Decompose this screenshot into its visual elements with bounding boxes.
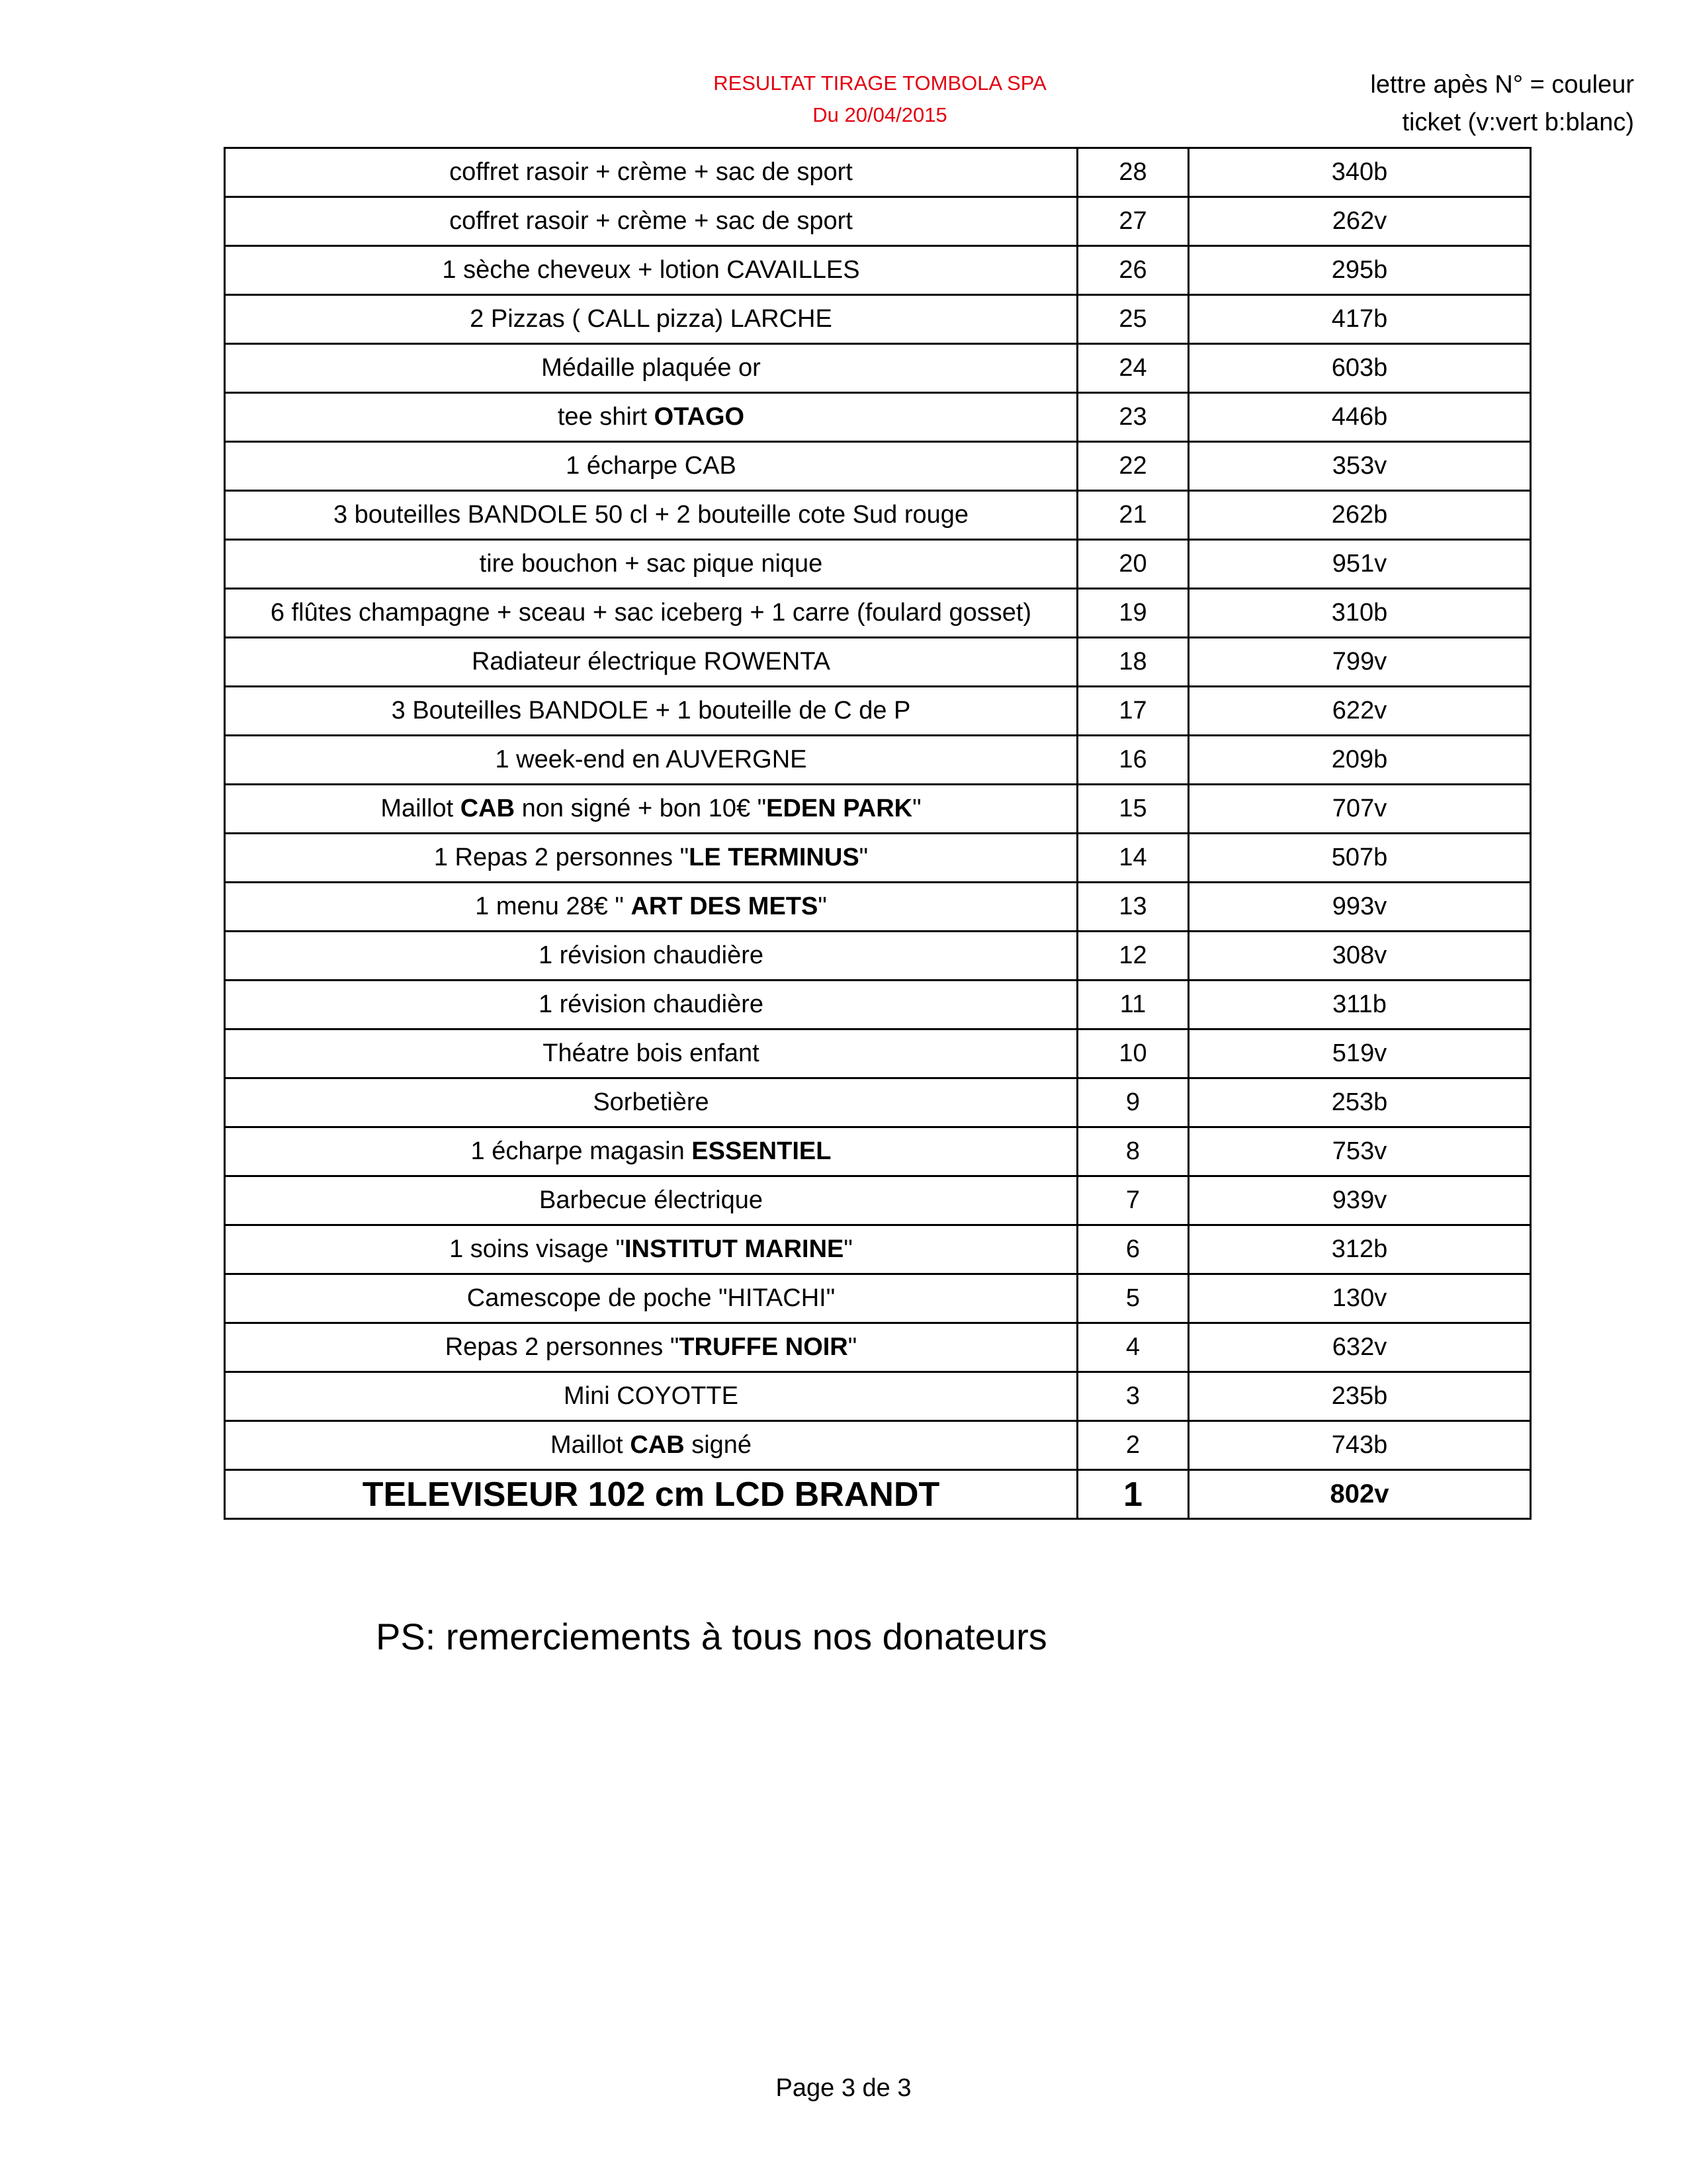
prize-text: 1 menu 28€ ": [475, 893, 631, 920]
prize-text: 3 Bouteilles BANDOLE + 1 bouteille de C de P: [391, 697, 911, 724]
ticket-cell: 622v: [1189, 687, 1531, 736]
rank-cell: 22: [1078, 442, 1189, 491]
rank-cell: 24: [1078, 344, 1189, 393]
prize-cell: [225, 295, 1078, 344]
table-row: [225, 1127, 1531, 1176]
ticket-cell: 353v: [1189, 442, 1531, 491]
ticket-cell: 446b: [1189, 393, 1531, 442]
table-row: [225, 344, 1531, 393]
rank-cell: 17: [1078, 687, 1189, 736]
prize-text: 1 révision chaudière: [538, 941, 764, 969]
prize-cell: [225, 638, 1078, 687]
table-row: [225, 834, 1531, 883]
rank-cell: 19: [1078, 589, 1189, 638]
table-row: [225, 981, 1531, 1029]
prize-text: Repas 2 personnes ": [445, 1333, 679, 1361]
rank-cell: 27: [1078, 197, 1189, 246]
rank-cell: 21: [1078, 491, 1189, 540]
prize-text: 3 bouteilles BANDOLE 50 cl + 2 bouteille cote Sud rouge: [333, 501, 969, 529]
ps-note: PS: remerciements à tous nos donateurs: [376, 1616, 1047, 1657]
ticket-cell: 507b: [1189, 834, 1531, 883]
rank-cell: 12: [1078, 932, 1189, 981]
prize-results-table: [224, 147, 1532, 1520]
ticket-cell: 310b: [1189, 589, 1531, 638]
ticket-cell: 993v: [1189, 883, 1531, 932]
prize-text: Médaille plaquée or: [541, 354, 761, 382]
rank-cell: 28: [1078, 148, 1189, 197]
prize-cell: [225, 687, 1078, 736]
table-row: [225, 589, 1531, 638]
prize-cell: [225, 1078, 1078, 1127]
prize-text: Radiateur électrique ROWENTA: [471, 648, 831, 676]
prize-text: Théatre bois enfant: [542, 1039, 759, 1067]
ticket-cell: 519v: [1189, 1029, 1531, 1078]
table-row: [225, 148, 1531, 197]
ticket-cell: 130v: [1189, 1274, 1531, 1323]
ticket-cell: 939v: [1189, 1176, 1531, 1225]
prize-cell: [225, 148, 1078, 197]
prize-cell: [225, 442, 1078, 491]
table-row: [225, 246, 1531, 295]
ticket-cell: 312b: [1189, 1225, 1531, 1274]
rank-cell: 25: [1078, 295, 1189, 344]
table-row: [225, 1176, 1531, 1225]
prize-cell: [225, 1127, 1078, 1176]
ticket-cell: 707v: [1189, 785, 1531, 834]
ticket-cell: 753v: [1189, 1127, 1531, 1176]
table-row: [225, 1470, 1531, 1519]
prize-cell: [225, 1274, 1078, 1323]
prize-cell: [225, 197, 1078, 246]
ticket-cell: 603b: [1189, 344, 1531, 393]
table-row: [225, 736, 1531, 785]
rank-cell: 15: [1078, 785, 1189, 834]
rank-cell: 4: [1078, 1323, 1189, 1372]
prize-text: 6 flûtes champagne + sceau + sac iceberg + 1 carre (foulard gosset): [270, 599, 1032, 627]
rank-cell: 7: [1078, 1176, 1189, 1225]
prize-text: ": [844, 1235, 853, 1263]
legend-line-1: lettre apès N° = couleur: [1370, 71, 1634, 99]
rank-cell: 23: [1078, 393, 1189, 442]
prize-cell: [225, 540, 1078, 589]
ticket-cell: 743b: [1189, 1421, 1531, 1470]
table-row: [225, 932, 1531, 981]
table-row: [225, 785, 1531, 834]
legend-line-2: ticket (v:vert b:blanc): [1402, 109, 1634, 136]
prize-text: 1 révision chaudière: [538, 990, 764, 1018]
prize-cell: [225, 1029, 1078, 1078]
prize-text: TELEVISEUR 102 cm LCD BRANDT: [362, 1475, 940, 1514]
table-row: [225, 638, 1531, 687]
prize-text: coffret rasoir + crème + sac de sport: [449, 158, 853, 186]
table-row: [225, 1029, 1531, 1078]
prize-text: Maillot: [550, 1431, 630, 1459]
rank-cell: 20: [1078, 540, 1189, 589]
table-row: [225, 442, 1531, 491]
rank-cell: 13: [1078, 883, 1189, 932]
table-row: [225, 1078, 1531, 1127]
prize-text: 1 Repas 2 personnes ": [433, 844, 689, 871]
prize-cell: [225, 491, 1078, 540]
ticket-cell: 262b: [1189, 491, 1531, 540]
prize-text: Sorbetière: [593, 1088, 709, 1116]
prize-text: ": [818, 893, 827, 920]
prize-text: tire bouchon + sac pique nique: [479, 550, 823, 578]
prize-cell: [225, 393, 1078, 442]
ticket-cell: 235b: [1189, 1372, 1531, 1421]
rank-cell: 1: [1078, 1470, 1189, 1519]
prize-text: 1 soins visage ": [449, 1235, 625, 1263]
prize-cell: [225, 344, 1078, 393]
rank-cell: 9: [1078, 1078, 1189, 1127]
prize-text: Camescope de poche "HITACHI": [466, 1284, 836, 1312]
ticket-cell: 632v: [1189, 1323, 1531, 1372]
prize-text: ": [847, 1333, 857, 1361]
prize-cell: [225, 1421, 1078, 1470]
ticket-cell: 802v: [1189, 1470, 1531, 1519]
ticket-cell: 311b: [1189, 981, 1531, 1029]
draw-date: Du 20/04/2015: [812, 103, 947, 126]
table-row: [225, 883, 1531, 932]
prize-text: LE TERMINUS: [689, 844, 859, 871]
table-row: [225, 1225, 1531, 1274]
table-row: [225, 540, 1531, 589]
rank-cell: 6: [1078, 1225, 1189, 1274]
ticket-cell: 262v: [1189, 197, 1531, 246]
prize-text: 1 sèche cheveux + lotion CAVAILLES: [442, 256, 860, 284]
prize-text: ESSENTIEL: [691, 1137, 832, 1165]
table-row: [225, 1372, 1531, 1421]
ticket-cell: 295b: [1189, 246, 1531, 295]
prize-cell: [225, 1176, 1078, 1225]
prize-text: ": [912, 795, 922, 822]
prize-text: non signé + bon 10€ ": [515, 795, 767, 822]
prize-text: Maillot: [380, 795, 460, 822]
rank-cell: 8: [1078, 1127, 1189, 1176]
rank-cell: 16: [1078, 736, 1189, 785]
prize-text: CAB: [630, 1431, 685, 1459]
prize-cell: [225, 736, 1078, 785]
prize-text: Barbecue électrique: [539, 1186, 763, 1214]
table-row: [225, 1274, 1531, 1323]
ticket-cell: 799v: [1189, 638, 1531, 687]
prize-text: CAB: [460, 795, 515, 822]
table-row: [225, 393, 1531, 442]
prize-cell: [225, 932, 1078, 981]
prize-text: OTAGO: [654, 403, 745, 431]
prize-text: TRUFFE NOIR: [679, 1333, 848, 1361]
table-row: [225, 197, 1531, 246]
rank-cell: 2: [1078, 1421, 1189, 1470]
prize-text: EDEN PARK: [766, 795, 913, 822]
prize-text: ": [859, 844, 869, 871]
prize-text: coffret rasoir + crème + sac de sport: [449, 207, 853, 235]
prize-text: 1 week-end en AUVERGNE: [495, 746, 807, 773]
prize-text: INSTITUT MARINE: [624, 1235, 844, 1263]
ticket-cell: 308v: [1189, 932, 1531, 981]
prize-text: 2 Pizzas ( CALL pizza) LARCHE: [470, 305, 832, 333]
table-row: [225, 1421, 1531, 1470]
prize-cell: [225, 1372, 1078, 1421]
ticket-cell: 340b: [1189, 148, 1531, 197]
prize-text: tee shirt: [557, 403, 654, 431]
prize-text: ART DES METS: [630, 893, 818, 920]
rank-cell: 10: [1078, 1029, 1189, 1078]
prize-cell: [225, 785, 1078, 834]
table-row: [225, 1323, 1531, 1372]
prize-cell: [225, 883, 1078, 932]
ticket-cell: 951v: [1189, 540, 1531, 589]
prize-text: signé: [684, 1431, 752, 1459]
document-title: RESULTAT TIRAGE TOMBOLA SPA: [713, 71, 1047, 95]
rank-cell: 18: [1078, 638, 1189, 687]
prize-cell: [225, 1470, 1078, 1519]
rank-cell: 14: [1078, 834, 1189, 883]
prize-text: Mini COYOTTE: [564, 1382, 738, 1410]
ticket-cell: 417b: [1189, 295, 1531, 344]
prize-cell: [225, 1323, 1078, 1372]
table-row: [225, 295, 1531, 344]
prize-text: 1 écharpe magasin: [470, 1137, 692, 1165]
prize-cell: [225, 981, 1078, 1029]
ticket-cell: 253b: [1189, 1078, 1531, 1127]
rank-cell: 11: [1078, 981, 1189, 1029]
table-row: [225, 687, 1531, 736]
rank-cell: 26: [1078, 246, 1189, 295]
prize-cell: [225, 1225, 1078, 1274]
prize-cell: [225, 834, 1078, 883]
prize-text: 1 écharpe CAB: [566, 452, 736, 480]
prize-cell: [225, 589, 1078, 638]
rank-cell: 5: [1078, 1274, 1189, 1323]
table-row: [225, 491, 1531, 540]
ticket-cell: 209b: [1189, 736, 1531, 785]
page-number: Page 3 de 3: [775, 2074, 912, 2102]
prize-rows: [225, 148, 1531, 1519]
rank-cell: 3: [1078, 1372, 1189, 1421]
prize-cell: [225, 246, 1078, 295]
